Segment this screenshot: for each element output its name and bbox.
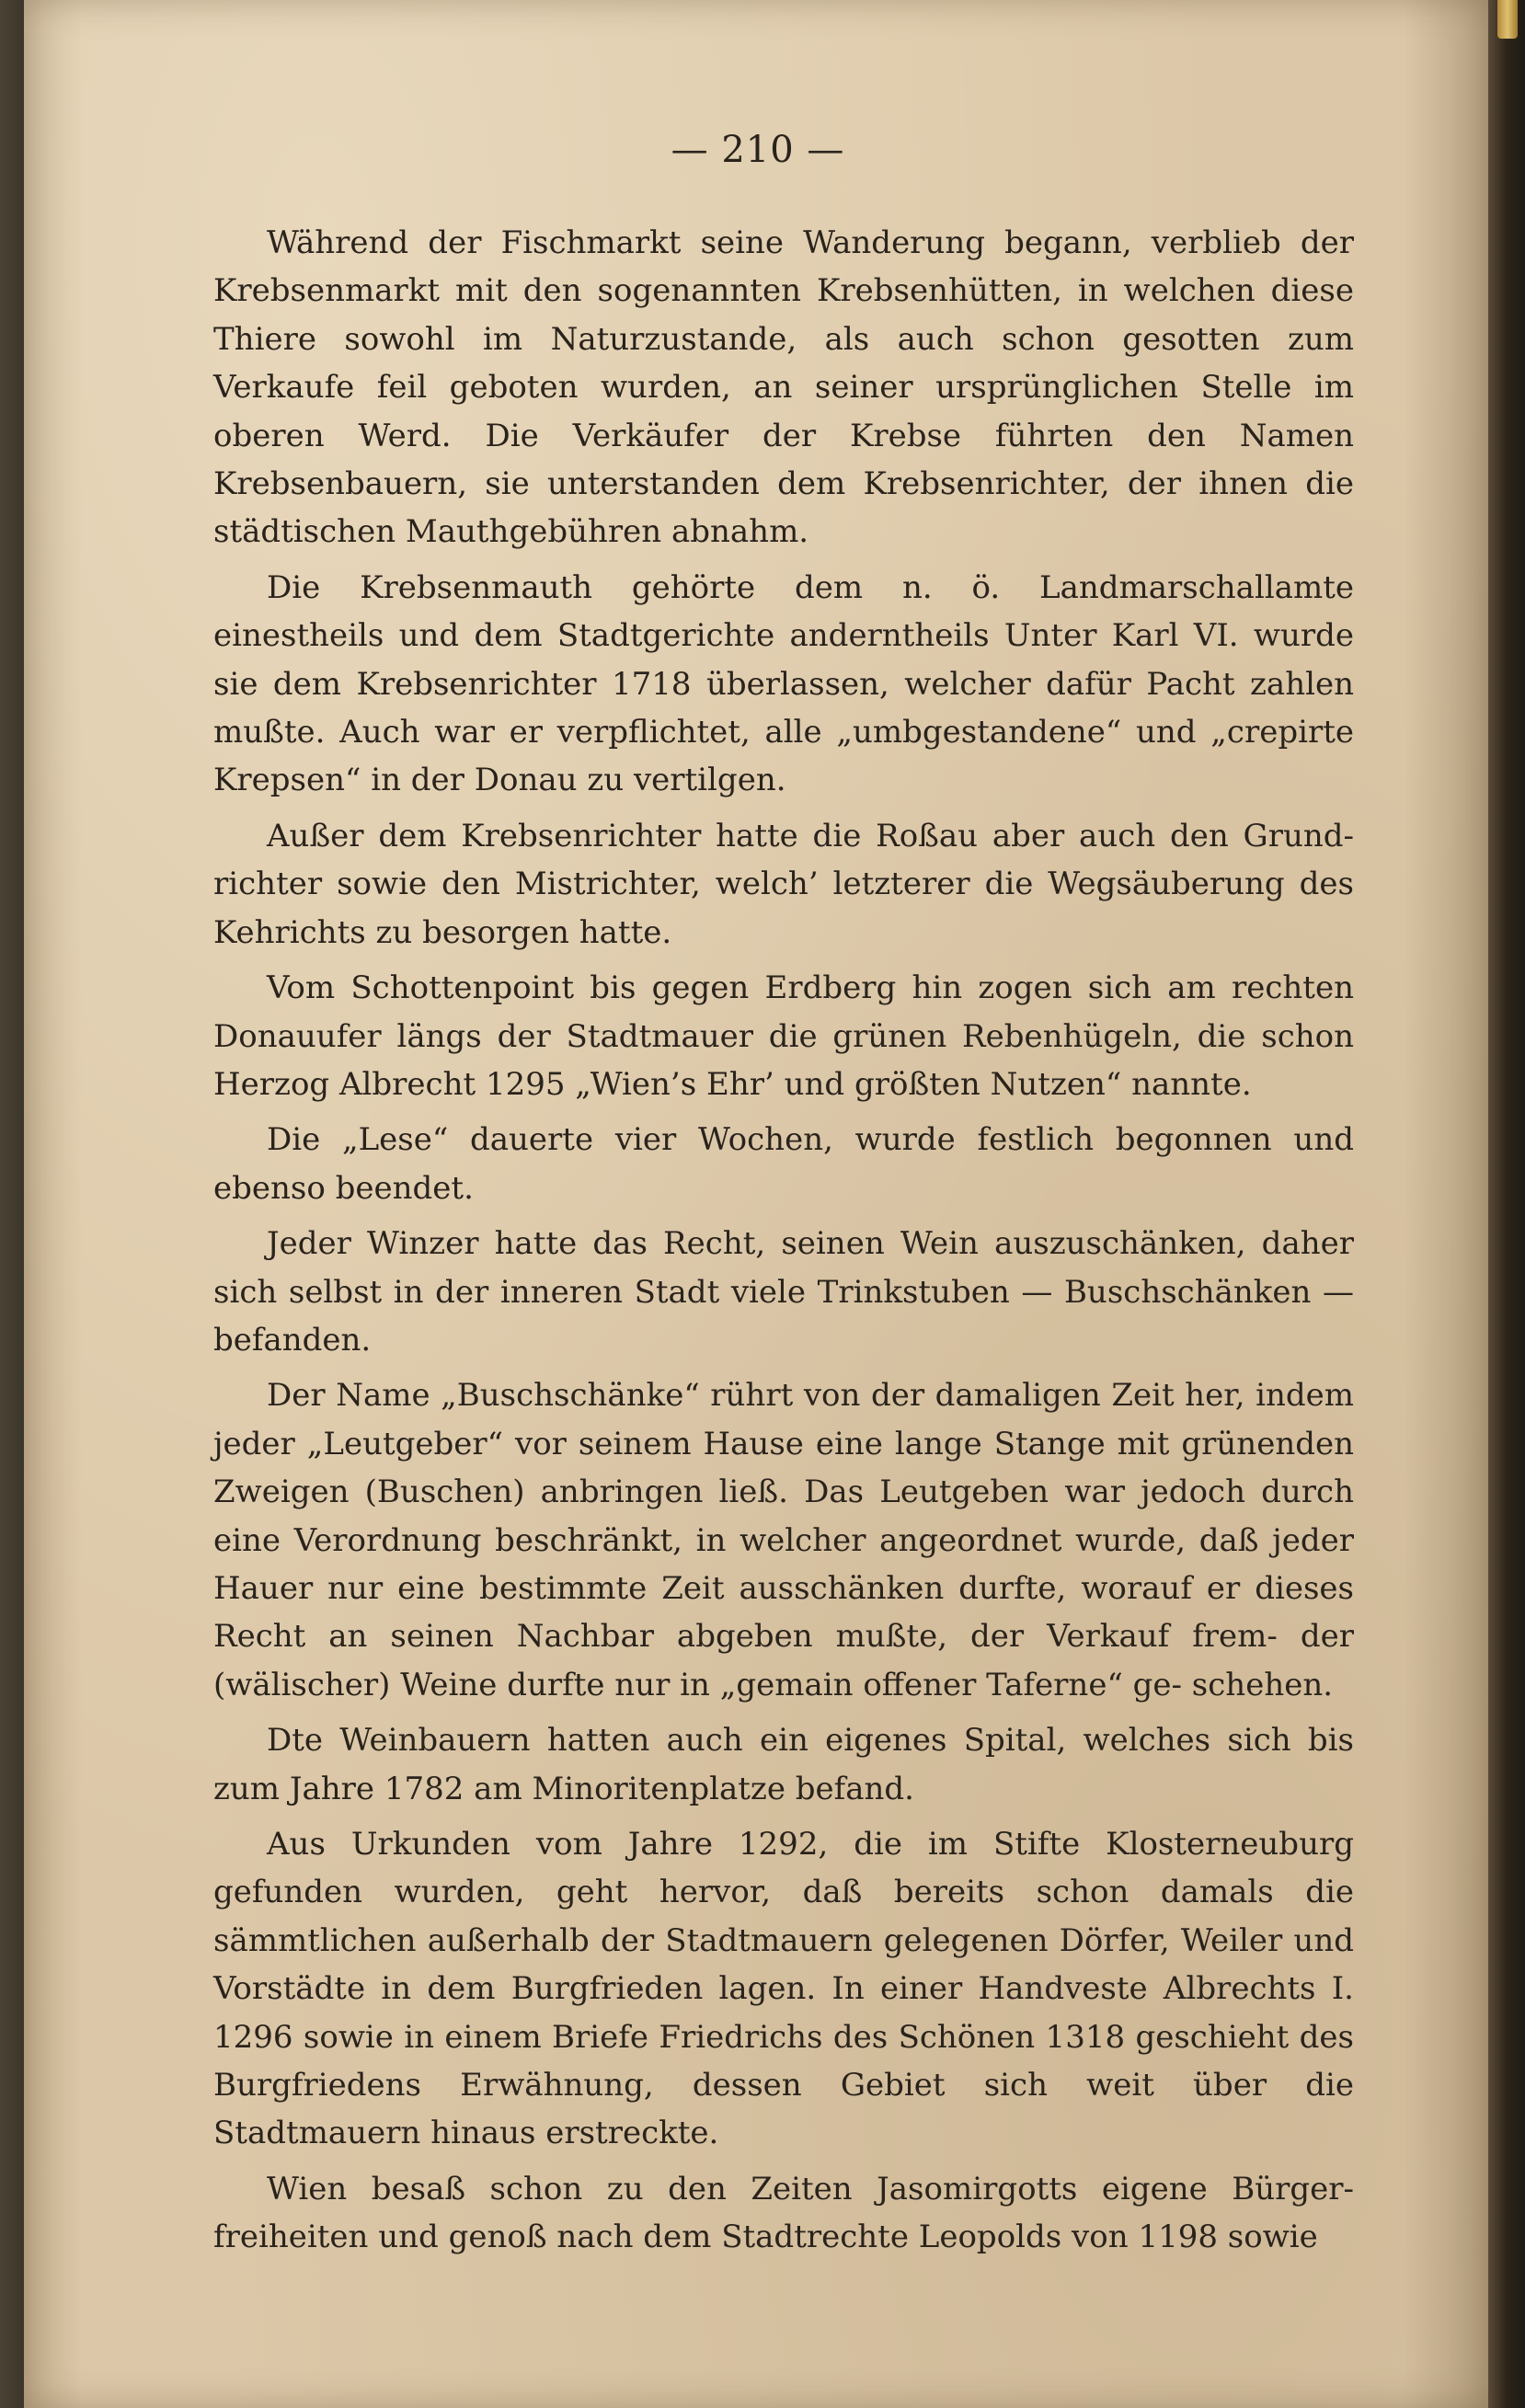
paragraph-rebenhuegeln: Vom Schottenpoint bis gegen Erdberg hin zogen sich am rechten Donauufer längs der Stadtmauer die grünen Rebenhügeln, die schon Herzog Albrecht 1295 „Wien’s Ehr’ und größten Nutzen“ nannte. <box>213 969 1354 1103</box>
paragraph-krebsenmauth: Die Krebsenmauth gehörte dem n. ö. Landmarschallamte einestheils und dem Stadtgerichte anderntheils Unter Karl VI. wurde sie dem Krebsenrichter 1718 überlassen, welcher dafür Pacht zahlen mußte. Auch war er verpflichtet, alle „umbgestandene“ und „crepirte Krepsen“ in der Donau zu vertilgen. <box>213 568 1354 799</box>
body-text <box>213 219 1354 2269</box>
gilt-ornament <box>1497 0 1518 39</box>
paragraph-spital: Dte Weinbauern hatten auch ein eigenes Spital, welches sich bis zum Jahre 1782 am Minoritenplatze befand. <box>213 1722 1354 1807</box>
paragraph-buergerfreiheiten: Wien besaß schon zu den Zeiten Jasomirgotts eigene Bürger- freiheiten und genoß nach dem Stadtrechte Leopolds von 1198 sowie <box>213 2170 1354 2256</box>
book-spine-edge <box>1488 0 1525 2408</box>
paragraph-urkunden: Aus Urkunden vom Jahre 1292, die im Stifte Klosterneuburg gefunden wurden, geht hervor, daß bereits schon damals die sämmtlichen außerhalb der Stadtmauern gelegenen Dörfer, Weiler und Vorstädte in dem Burgfrieden lagen. In einer Handveste Albrechts I. 1296 sowie in einem Briefe Friedrichs des Schönen 1318 geschieht des Burgfriedens Erwähnung, dessen Gebiet sich weit über die Stadtmauern hinaus erstreckte. <box>213 1826 1354 2152</box>
paragraph-fischmarkt: Während der Fischmarkt seine Wanderung begann, verblieb der Krebsenmarkt mit den sogenannten Krebsenhütten, in welchen diese Thiere sowohl im Naturzustande, als auch schon gesotten zum Verkaufe feil geboten wurden, an seiner ursprünglichen Stelle im oberen Werd. Die Verkäufer der Krebse führten den Namen Krebsenbauern, sie unterstanden dem Krebsenrichter, der ihnen die städtischen Mauthgebühren abnahm. <box>213 224 1354 551</box>
paragraph-grundrichter: Außer dem Krebsenrichter hatte die Roßau aber auch den Grund- richter sowie den Mistrichter, welch’ letzterer die Wegsäuberung des Kehrichts zu besorgen hatte. <box>213 817 1354 951</box>
paragraph-buschschaenke: Der Name „Buschschänke“ rührt von der damaligen Zeit her, indem jeder „Leutgeber“ vor seinem Hause eine lange Stange mit grünenden Zweigen (Buschen) anbringen ließ. Das Leutgeben war jedoch durch eine Verordnung beschränkt, in welcher angeordnet wurde, daß jeder Hauer nur eine bestimmte Zeit ausschänken durfte, worauf er dieses Recht an seinen Nachbar abgeben mußte, der Verkauf frem- der (wälischer) Weine durfte nur in „gemain offener Taferne“ ge- schehen. <box>213 1377 1354 1703</box>
paragraph-lese: Die „Lese“ dauerte vier Wochen, wurde festlich begonnen und ebenso beendet. <box>213 1121 1354 1207</box>
page-number: — 210 — <box>671 129 845 171</box>
paragraph-winzer: Jeder Winzer hatte das Recht, seinen Wein auszuschänken, daher sich selbst in der inneren Stadt viele Trinkstuben — Buschschänken — befanden. <box>213 1225 1354 1359</box>
